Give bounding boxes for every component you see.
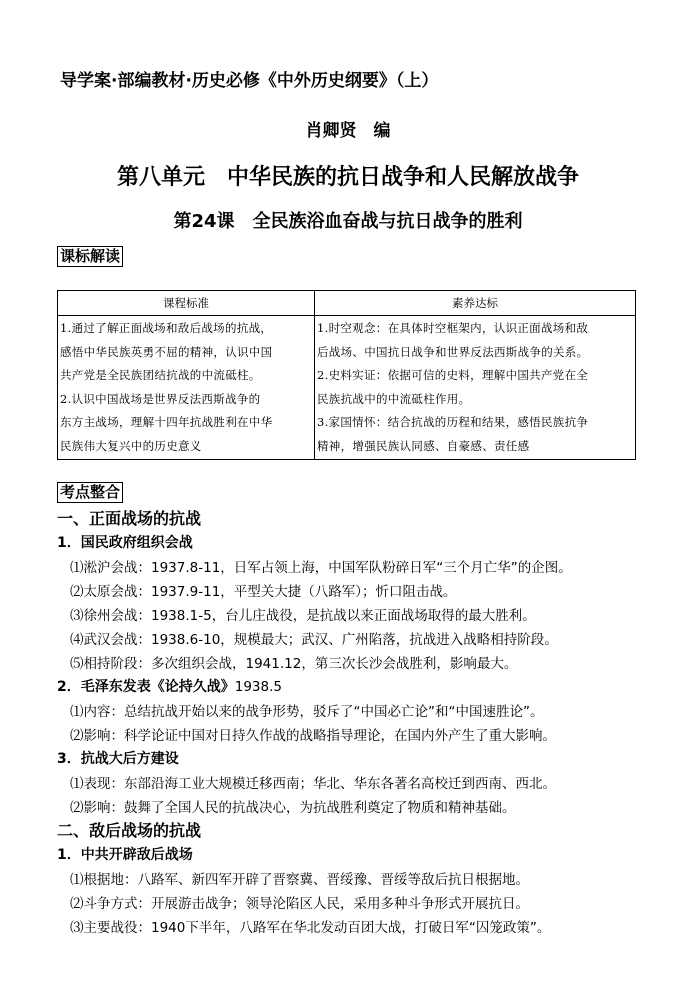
table-row	[58, 316, 636, 460]
unit-title: 第八单元 中华民族的抗日战争和人民解放战争	[116, 165, 579, 190]
subheading-year: 1938.5	[234, 679, 282, 695]
cell-line: 共产党是全民族团结抗战的中流砥柱。	[60, 368, 261, 382]
cell-line: 精神，增强民族认同感、自豪感、责任感	[317, 438, 530, 453]
list-item: ⑷武汉会战：1938.6-10，规模最大；武汉、广州陷落，抗战进入战略相持阶段。	[70, 632, 558, 648]
subheading-text: 2．毛泽东发表《论持久战》	[57, 679, 235, 695]
section-heading-behind-lines: 二、敌后战场的抗战	[57, 821, 202, 840]
cell-line: 1.通过了解正面战场和敌后战场的抗战，	[60, 321, 273, 335]
cell-line: 东方主战场，理解十四年抗战胜利在中华	[60, 415, 273, 429]
course-standard-cell	[58, 316, 315, 460]
table-header-literacy-goals: 素养达标	[315, 291, 636, 316]
list-item: ⑴淞沪会战：1937.8-11，日军占领上海，中国军队粉碎日军“三个月亡华”的企图。	[70, 560, 572, 576]
literacy-goals-cell	[315, 316, 636, 460]
section-heading-frontline: 一、正面战场的抗战	[57, 509, 202, 528]
cell-line: 民族伟大复兴中的历史意义	[60, 438, 202, 453]
cell-line: 1.时空观念：在具体时空框架内，认识正面战场和敌	[317, 321, 589, 335]
key-points-box-label: 考点整合	[57, 482, 123, 503]
cell-line: 感悟中华民族英勇不屈的精神，认识中国	[60, 344, 273, 359]
author-line: 肖卿贤 编	[305, 121, 391, 141]
list-item: ⑵影响：科学论证中国对日持久作战的战略指导理论，在国内外产生了重大影响。	[70, 728, 556, 744]
cell-line: 3.家国情怀：结合抗战的历程和结果，感悟民族抗争	[317, 415, 589, 429]
list-item: ⑶徐州会战：1938.1-5，台儿庄战役，是抗战以来正面战场取得的最大胜利。	[70, 608, 536, 624]
list-item: ⑴内容：总结抗战开始以来的战争形势，驳斥了“中国必亡论”和“中国速胜论”。	[70, 704, 544, 720]
subheading-protracted-war	[57, 676, 282, 696]
standards-box-label: 课标解读	[57, 246, 123, 267]
table-header-row	[58, 291, 636, 316]
list-item: ⑶主要战役：1940下半年，八路军在华北发动百团大战，打破日军“囚笼政策”。	[70, 920, 551, 936]
cell-line: 2.认识中国战场是世界反法西斯战争的	[60, 391, 261, 406]
list-item: ⑸相持阶段：多次组织会战，1941.12，第三次长沙会战胜利，影响最大。	[70, 656, 518, 672]
lesson-title: 第24课 全民族浴血奋战与抗日战争的胜利	[173, 211, 523, 232]
document-header: 导学案·部编教材·历史必修《中外历史纲要》（上）	[60, 71, 439, 91]
cell-line: 民族抗战中的中流砥柱作用。	[317, 391, 471, 406]
list-item: ⑴表现：东部沿海工业大规模迁移西南；华北、华东各著名高校迁到西南、西北。	[70, 776, 556, 792]
subheading-ccp-front: 1．中共开辟敌后战场	[57, 847, 193, 863]
list-item: ⑵太原会战：1937.9-11，平型关大捷（八路军）；忻口阻击战。	[70, 584, 457, 600]
subheading-rear-construction: 3．抗战大后方建设	[57, 751, 179, 767]
list-item: ⑴根据地：八路军、新四军开辟了晋察冀、晋绥豫、晋绥等敌后抗日根据地。	[70, 872, 529, 888]
subheading-campaigns: 1．国民政府组织会战	[57, 535, 193, 551]
cell-line: 2.史料实证：依据可信的史料，理解中国共产党在全	[317, 368, 589, 382]
table-header-course-standard: 课程标准	[58, 291, 315, 316]
list-item: ⑵斗争方式：开展游击战争；领导沦陷区人民，采用多种斗争形式开展抗日。	[70, 896, 529, 912]
cell-line: 后战场、中国抗日战争和世界反法西斯战争的关系。	[317, 344, 589, 359]
list-item: ⑵影响：鼓舞了全国人民的抗战决心，为抗战胜利奠定了物质和精神基础。	[70, 800, 516, 816]
standards-table	[57, 290, 636, 460]
